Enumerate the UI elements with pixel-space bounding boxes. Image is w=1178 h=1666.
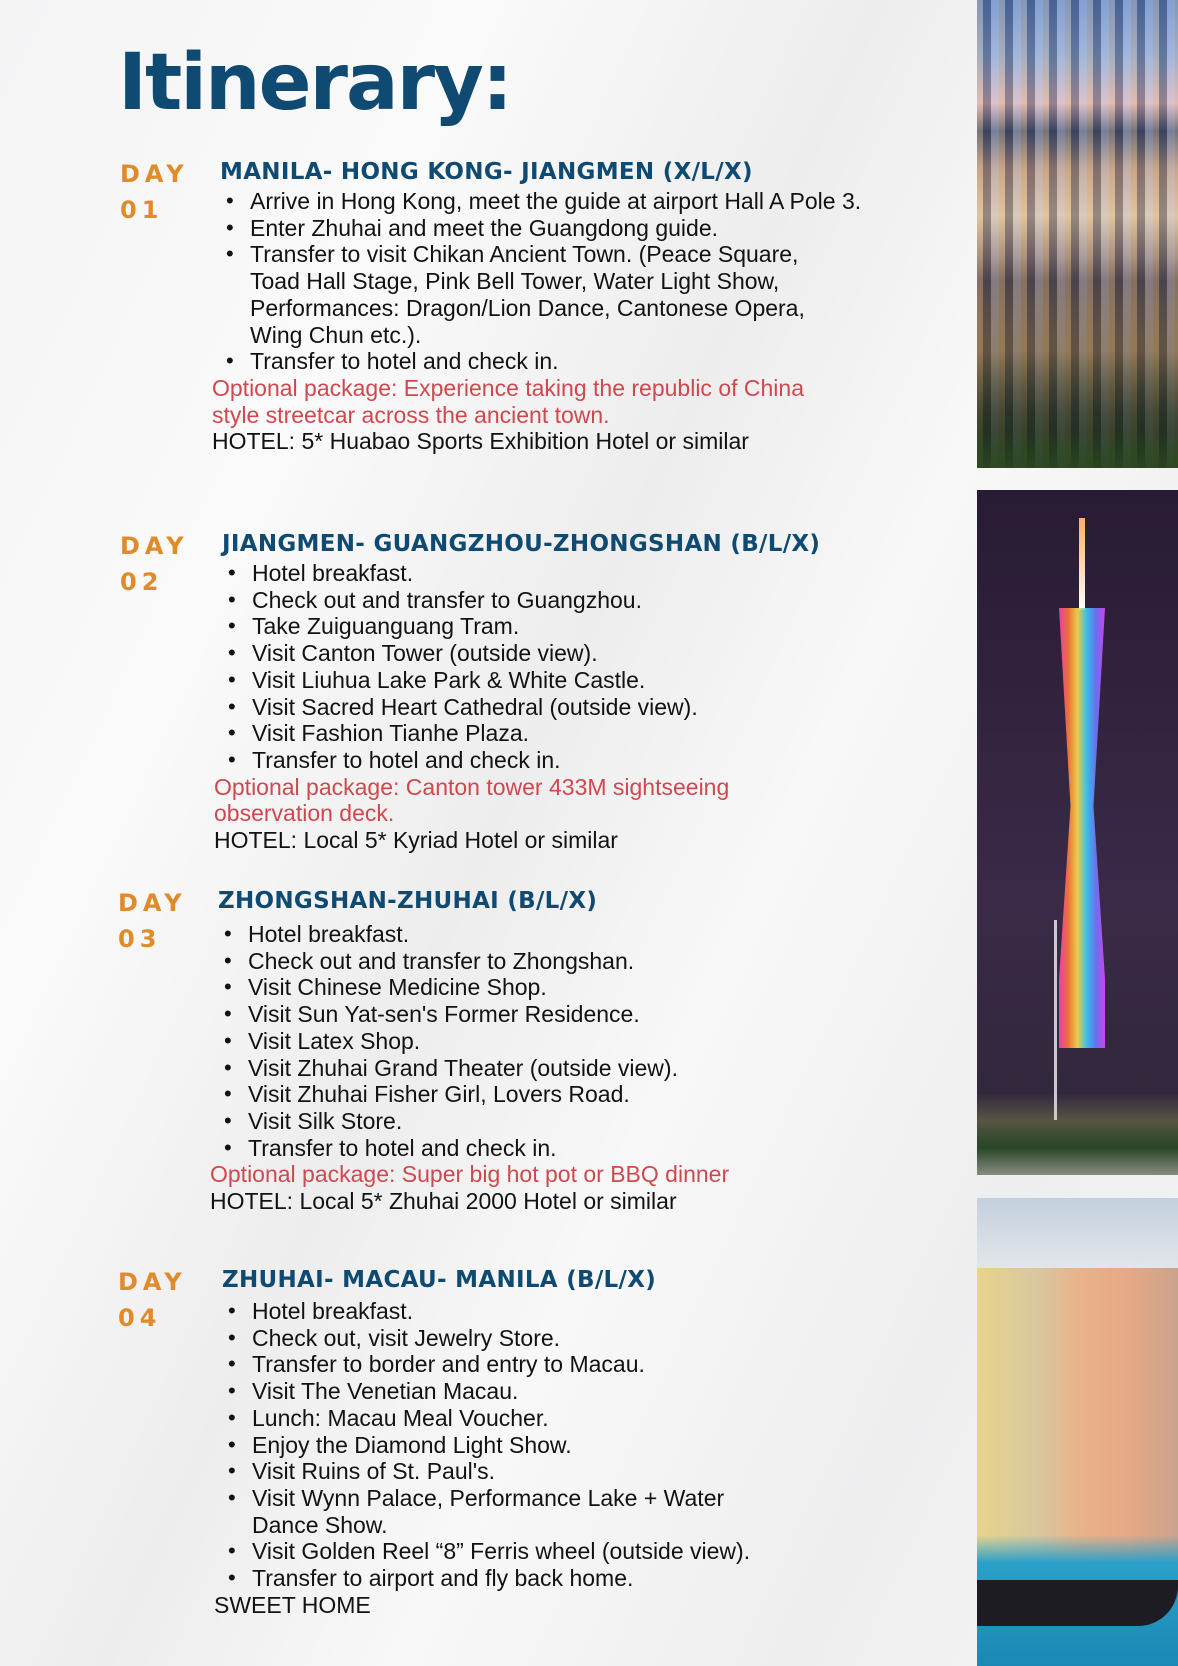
day-heading: ZHONGSHAN-ZHUHAI (B/L/X) <box>218 888 598 914</box>
day-label <box>118 885 198 957</box>
activity-item: • Visit Silk Store. <box>248 1108 970 1135</box>
gondola-shape <box>977 1580 1178 1626</box>
activity-item: • Visit Zhuhai Grand Theater (outside view). <box>248 1055 970 1082</box>
activity-item: • Arrive in Hong Kong, meet the guide at airport Hall A Pole 3. <box>250 188 890 215</box>
day-label <box>120 528 200 600</box>
activity-list <box>210 921 970 1161</box>
day-number: 03 <box>118 925 162 953</box>
activity-item: • Transfer to hotel and check in. <box>250 348 890 375</box>
activity-item: • Visit Liuhua Lake Park & White Castle. <box>252 667 974 694</box>
activity-list <box>214 1298 852 1592</box>
activity-list <box>214 560 974 774</box>
closing-text: SWEET HOME <box>214 1591 371 1618</box>
activity-item: • Take Zuiguanguang Tram. <box>252 613 974 640</box>
hotel-info: HOTEL: Local 5* Zhuhai 2000 Hotel or similar <box>210 1188 677 1215</box>
activity-item: • Transfer to hotel and check in. <box>248 1135 970 1162</box>
activity-item: • Visit Ruins of St. Paul's. <box>252 1458 852 1485</box>
activity-item: • Hotel breakfast. <box>248 921 970 948</box>
activity-item: • Visit Fashion Tianhe Plaza. <box>252 720 974 747</box>
day-number: 04 <box>118 1304 162 1332</box>
tower-body-shape <box>1059 608 1105 1048</box>
activity-item: • Transfer to visit Chikan Ancient Town. (Peace Square, Toad Hall Stage, Pink Bell Tower, Water Light Show, Performances: Dragon/Lion Dance, Cantonese Opera, Wing Chun etc.). <box>250 241 830 348</box>
day-heading: JIANGMEN- GUANGZHOU-ZHONGSHAN (B/L/X) <box>222 531 821 557</box>
lamp-post-shape <box>1054 920 1057 1120</box>
activity-item: • Hotel breakfast. <box>252 560 974 587</box>
day-number: 02 <box>120 568 164 596</box>
activity-item: • Visit Latex Shop. <box>248 1028 970 1055</box>
activity-item: • Visit The Venetian Macau. <box>252 1378 852 1405</box>
optional-package: Optional package: Super big hot pot or BBQ dinner <box>210 1161 730 1188</box>
activity-item: • Lunch: Macau Meal Voucher. <box>252 1405 852 1432</box>
activity-item: • Check out and transfer to Zhongshan. <box>248 948 970 975</box>
activity-item: • Visit Wynn Palace, Performance Lake + Water Dance Show. <box>252 1485 792 1538</box>
activity-item: • Transfer to border and entry to Macau. <box>252 1351 852 1378</box>
activity-item: • Check out, visit Jewelry Store. <box>252 1325 852 1352</box>
day-label <box>120 156 200 228</box>
hong-kong-skyline-photo <box>977 0 1178 468</box>
sky-shape <box>977 1198 1178 1268</box>
day-heading: ZHUHAI- MACAU- MANILA (B/L/X) <box>222 1267 657 1293</box>
day-word: DAY <box>118 1268 187 1296</box>
day-word: DAY <box>120 160 189 188</box>
hotel-info: HOTEL: 5* Huabao Sports Exhibition Hotel or similar <box>212 428 749 455</box>
activity-item: • Transfer to hotel and check in. <box>252 747 974 774</box>
optional-package: Optional package: Experience taking the republic of China style streetcar across the ancient town. <box>212 374 804 428</box>
day-label <box>118 1264 198 1336</box>
activity-list <box>212 188 890 375</box>
activity-item: • Enjoy the Diamond Light Show. <box>252 1432 852 1459</box>
optional-package: Optional package: Canton tower 433M sightseeing observation deck. <box>214 773 730 827</box>
day-heading: MANILA- HONG KONG- JIANGMEN (X/L/X) <box>220 159 753 185</box>
tower-spire-shape <box>1079 518 1085 610</box>
activity-item: • Transfer to airport and fly back home. <box>252 1565 852 1592</box>
activity-item: • Check out and transfer to Guangzhou. <box>252 587 974 614</box>
activity-item: • Visit Zhuhai Fisher Girl, Lovers Road. <box>248 1081 970 1108</box>
activity-item: • Visit Sacred Heart Cathedral (outside view). <box>252 694 974 721</box>
day-word: DAY <box>120 532 189 560</box>
activity-item: • Enter Zhuhai and meet the Guangdong guide. <box>250 215 890 242</box>
activity-item: • Visit Golden Reel “8” Ferris wheel (outside view). <box>252 1538 852 1565</box>
hotel-info: HOTEL: Local 5* Kyriad Hotel or similar <box>214 827 618 854</box>
activity-item: • Visit Sun Yat-sen's Former Residence. <box>248 1001 970 1028</box>
activity-item: • Hotel breakfast. <box>252 1298 852 1325</box>
day-number: 01 <box>120 196 164 224</box>
activity-item: • Visit Canton Tower (outside view). <box>252 640 974 667</box>
venetian-macau-photo <box>977 1198 1178 1666</box>
canton-tower-photo <box>977 490 1178 1175</box>
page-title: Itinerary: <box>118 38 512 128</box>
day-word: DAY <box>118 889 187 917</box>
activity-item: • Visit Chinese Medicine Shop. <box>248 974 970 1001</box>
